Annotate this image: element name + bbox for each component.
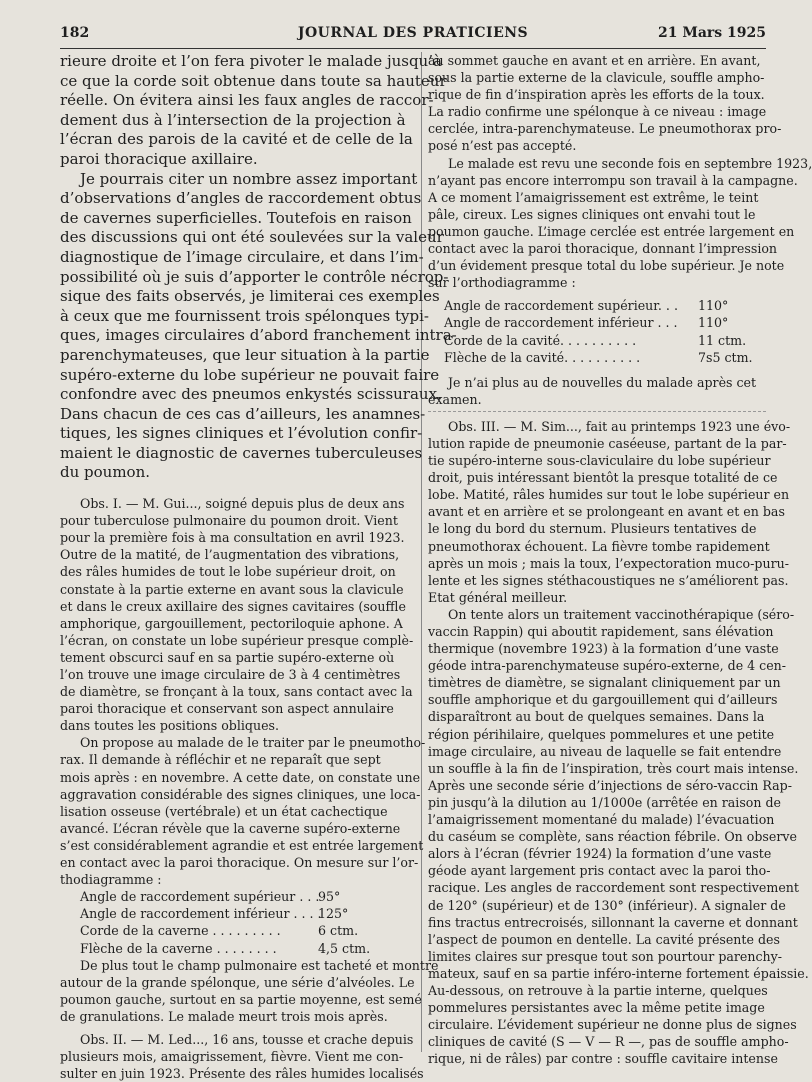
text-line: On propose au malade de le traiter par le pneumotho- xyxy=(80,735,426,751)
text-line: mois après : en novembre. A cette date, on constate une xyxy=(60,769,421,785)
text-line: l’écran, on constate un lobe supérieur presque complè- xyxy=(60,632,414,648)
measure-value: 4,5 ctm. xyxy=(318,940,371,956)
measure-value: 11 ctm. xyxy=(698,332,747,348)
text-line: amphorique, gargouillement, pectoriloquie aphone. A xyxy=(60,615,403,631)
text-line: poumon gauche. L’image cerclée est entrée largement en xyxy=(428,223,795,239)
text-line: géode intra-parenchymateuse supéro-externe, de 4 cen- xyxy=(428,658,787,674)
text-line: rieure droite et l’on fera pivoter le malade jusqu’à xyxy=(60,52,442,70)
text-line: pâle, cireux. Les signes cliniques ont envahi tout le xyxy=(428,206,756,222)
text-line: racique. Les angles de raccordement sont respectivement xyxy=(428,880,799,896)
text-line: maient le diagnostic de cavernes tuberculeuses xyxy=(60,443,423,462)
text-line: diagnostique de l’image circulaire, et dans l’im- xyxy=(60,247,424,266)
measure-value: 110° xyxy=(698,298,729,314)
text-line: paroi thoracique axillaire. xyxy=(60,149,258,168)
text-line: de cavernes superficielles. Toutefois en raison xyxy=(60,208,412,227)
text-line: pour la première fois à ma consultation en avril 1923. xyxy=(60,530,405,546)
text-line: dement dus à l’intersection de la projection à xyxy=(60,110,406,129)
text-line: lisation osseuse (vertébrale) et un état cachectique xyxy=(60,803,388,819)
right-column xyxy=(428,52,812,1067)
text-line: avancé. L’écran révèle que la caverne supéro-externe xyxy=(60,820,401,836)
text-line: On tente alors un traitement vaccinothérapique (séro- xyxy=(448,606,795,622)
text-line: avant et en arrière et se prolongeant en avant et en bas xyxy=(428,504,785,520)
measure-label: Angle de raccordement supérieur. . . xyxy=(444,298,678,314)
measure-label: Flèche de la caverne . . . . . . . . xyxy=(80,940,277,956)
text-line: sique des faits observés, je limiterai ces exemples xyxy=(60,287,440,306)
measure-value: 125° xyxy=(318,906,349,922)
text-line: l’écran des parois de la cavité et de celle de la xyxy=(60,130,413,149)
text-line: lution rapide de pneumonie caséeuse, partant de la par- xyxy=(428,435,787,451)
text-line: en contact avec la paroi thoracique. On mesure sur l’or- xyxy=(60,855,419,871)
measurements-table-1 xyxy=(60,888,414,956)
text-line: au sommet gauche en avant et en arrière. En avant, xyxy=(428,53,761,68)
text-line: n’ayant pas encore interrompu son travail à la campagne. xyxy=(428,172,798,188)
text-line: l’aspect de poumon en dentelle. La cavité présente des xyxy=(428,931,780,947)
text-line: fins tractus entrecroisés, sillonnant la caverne et donnant xyxy=(428,914,798,930)
text-line: thermique (novembre 1923) à la formation d’une vaste xyxy=(428,641,779,657)
text-line: ques, images circulaires d’abord franchement intra- xyxy=(60,326,457,345)
measure-label: Flèche de la cavité. . . . . . . . . . xyxy=(444,349,641,365)
text-line: de diamètre, se fronçant à la toux, sans contact avec la xyxy=(60,684,413,700)
text-line: examen. xyxy=(428,391,482,407)
observation-2-start xyxy=(60,1031,424,1082)
journal-title: JOURNAL DES PRATICIENS xyxy=(297,25,529,41)
text-line: alors à l’écran (février 1924) la formation d’une vaste xyxy=(428,846,772,862)
text-line: l’on trouve une image circulaire de 3 à 4 centimètres xyxy=(60,667,401,682)
table-row xyxy=(60,922,414,939)
text-line: Je pourrais citer un nombre assez important xyxy=(80,169,418,188)
text-line: Obs. I. — M. Gui..., soigné depuis plus de deux ans xyxy=(80,496,405,512)
text-line: posé n’est pas accepté. xyxy=(428,138,577,154)
text-line: un souffle à la fin de l’inspiration, très court mais intense. xyxy=(428,760,799,776)
text-line: aggravation considérable des signes cliniques, une loca- xyxy=(60,786,421,802)
text-line: Dans chacun de ces cas d’ailleurs, les anamnes- xyxy=(60,404,426,423)
text-line: possibilité où je suis d’apporter le contrôle nécrop- xyxy=(60,267,449,286)
running-header xyxy=(60,22,766,49)
table-row xyxy=(428,332,766,349)
text-line: La radio confirme une spélonque à ce niveau : image xyxy=(428,104,767,120)
text-line: Au-dessous, on retrouve à la partie interne, quelques xyxy=(428,982,768,998)
measure-value: 110° xyxy=(698,315,729,331)
text-line: rique, ni de râles) par contre : souffle cavitaire intense xyxy=(428,1051,778,1067)
text-line: Après une seconde série d’injections de séro-vaccin Rap- xyxy=(428,777,792,793)
text-line: Je n’ai plus au de nouvelles du malade après cet xyxy=(448,374,757,390)
text-line: De plus tout le champ pulmonaire est tacheté et montre xyxy=(80,957,439,973)
text-line: souffle amphorique et du gargouillement qui d’ailleurs xyxy=(428,692,778,708)
text-line: constate à la partie externe en avant sous la clavicule xyxy=(60,581,404,597)
text-line: géode ayant largement pris contact avec la paroi tho- xyxy=(428,863,771,879)
text-line: supéro-externe du lobe supérieur ne pouvait faire xyxy=(60,365,440,384)
column-divider xyxy=(421,52,422,1052)
text-line: mateux, sauf en sa partie inféro-interne fortement épaissie. xyxy=(428,965,809,981)
table-row xyxy=(428,314,766,331)
text-line: le long du bord du sternum. Plusieurs tentatives de xyxy=(428,521,757,537)
measurements-table-2 xyxy=(428,297,766,365)
text-line: pour tuberculose pulmonaire du poumon droit. Vient xyxy=(60,513,398,529)
text-line: contact avec la paroi thoracique, donnant l’impression xyxy=(428,241,778,257)
text-line: cerclée, intra-parenchymateuse. Le pneumothorax pro- xyxy=(428,121,782,137)
table-row xyxy=(60,888,414,905)
text-line: du poumon. xyxy=(60,463,151,482)
section-divider xyxy=(428,411,766,412)
text-line: pommelures persistantes avec la même petite image xyxy=(428,1000,765,1016)
text-line: de granulations. Le malade meurt trois mois après. xyxy=(60,1008,388,1024)
text-line: après un mois ; mais la toux, l’expectoration muco-puru- xyxy=(428,555,789,571)
measure-value: 6 ctm. xyxy=(318,923,359,939)
text-line: timètres de diamètre, se signalant cliniquement par un xyxy=(428,675,781,691)
text-line: à ceux que me fournissent trois spélonques typi- xyxy=(60,306,429,325)
text-line: l’amaigrissement momentané du malade) l’évacuation xyxy=(428,812,775,828)
text-line: rique de fin d’inspiration après les efforts de la toux. xyxy=(428,87,765,103)
text-line: Le malade est revu une seconde fois en septembre 1923, xyxy=(448,155,812,171)
text-line: paroi thoracique et conservant son aspect annulaire xyxy=(60,701,394,717)
text-line: plusieurs mois, amaigrissement, fièvre. Vient me con- xyxy=(60,1049,404,1065)
measure-label: Corde de la caverne . . . . . . . . . xyxy=(80,923,281,939)
text-line: lente et les signes stéthacoustiques ne s’améliorent pas. xyxy=(428,572,789,588)
text-line: circulaire. L’évidement supérieur ne donne plus de signes xyxy=(428,1017,797,1033)
text-line: parenchymateuses, que leur situation à la partie xyxy=(60,345,430,364)
text-line: pin jusqu’à la dilution au 1/1000e (arrêtée en raison de xyxy=(428,794,781,810)
text-line: confondre avec des pneumos enkystés scissuraux. xyxy=(60,385,442,404)
text-line: région périhilaire, quelques pommelures et une petite xyxy=(428,726,775,742)
text-line: cliniques de cavité (S — V — R —, pas de souffle ampho- xyxy=(428,1034,789,1050)
observation-1 xyxy=(60,495,426,888)
text-line: lobe. Matité, râles humides sur tout le lobe supérieur en xyxy=(428,487,790,503)
text-line: sulter en juin 1923. Présente des râles humides localisés xyxy=(60,1066,424,1082)
text-line: thodiagramme : xyxy=(60,872,162,888)
issue-date: 21 Mars 1925 xyxy=(657,25,766,41)
text-line: dans toutes les positions obliques. xyxy=(60,718,280,734)
text-line: s’est considérablement agrandie et est entrée largement xyxy=(60,837,424,853)
text-line: Obs. II. — M. Led..., 16 ans, tousse et crache depuis xyxy=(80,1031,414,1047)
observation-1-conclusion xyxy=(60,957,439,1025)
text-line: A ce moment l’amaigrissement est extrême, le teint xyxy=(428,189,759,205)
measure-label: Corde de la cavité. . . . . . . . . . xyxy=(444,332,637,348)
text-line: droit, puis intéressant bientôt la presque totalité de ce xyxy=(428,470,778,486)
table-row xyxy=(60,905,414,922)
text-line: du caséum se complète, sans réaction fébrile. On observe xyxy=(428,829,797,845)
text-line: disparaîtront au bout de quelques semaines. Dans la xyxy=(428,709,765,725)
measure-label: Angle de raccordement inférieur . . . . xyxy=(80,906,322,922)
observation-2-conclusion xyxy=(428,374,766,408)
table-row xyxy=(428,349,766,366)
text-line: Obs. III. — M. Sim..., fait au printemps 1923 une évo- xyxy=(448,418,791,434)
text-line: sous la partie externe de la clavicule, souffle ampho- xyxy=(428,70,765,86)
observation-3 xyxy=(428,418,809,1068)
page-number: 182 xyxy=(60,25,90,41)
text-line: pneumothorax échouent. La fièvre tombe rapidement xyxy=(428,538,770,554)
measure-value: 95° xyxy=(318,889,341,905)
text-line: image circulaire, au niveau de laquelle se fait entendre xyxy=(428,743,782,759)
text-line: tement obscurci sauf en sa partie supéro-externe où xyxy=(60,649,395,665)
text-line: Outre de la matité, de l’augmentation des vibrations, xyxy=(60,547,400,563)
text-line: d’un évidement presque total du lobe supérieur. Je note xyxy=(428,258,785,274)
text-line: des discussions qui ont été soulevées sur la valeur xyxy=(60,228,444,247)
text-line: ce que la corde soit obtenue dans toute sa hauteur xyxy=(60,71,447,90)
text-line: tie supéro-interne sous-claviculaire du lobe supérieur xyxy=(428,453,771,469)
text-line: autour de la grande spélonque, une série d’alvéoles. Le xyxy=(60,974,415,990)
table-row xyxy=(428,297,766,314)
text-line: réelle. On évitera ainsi les faux angles de raccor- xyxy=(60,91,434,110)
text-line: Etat général meilleur. xyxy=(428,589,568,605)
text-line: sur l’orthodiagramme : xyxy=(428,275,576,291)
text-line: de 120° (supérieur) et de 130° (inférieur). A signaler de xyxy=(428,897,786,913)
measure-label: Angle de raccordement inférieur . . . xyxy=(444,315,678,331)
text-line: tiques, les signes cliniques et l’évolution confir- xyxy=(60,424,423,443)
text-line: des râles humides de tout le lobe supérieur droit, on xyxy=(60,564,396,580)
text-line: d’observations d’angles de raccordement obtus xyxy=(60,189,422,208)
text-line: et dans le creux axillaire des signes cavitaires (souffle xyxy=(60,598,406,614)
observation-2-continued xyxy=(428,52,812,291)
text-line: limites claires sur presque tout son pourtour parenchy- xyxy=(428,948,783,964)
measure-label: Angle de raccordement supérieur . . . xyxy=(80,889,320,905)
table-row xyxy=(60,940,414,957)
measure-value: 7s5 ctm. xyxy=(698,349,753,365)
text-line: rax. Il demande à réfléchir et ne reparaît que sept xyxy=(60,752,381,768)
text-line: vaccin Rappin) qui aboutit rapidement, sans élévation xyxy=(428,624,774,639)
text-line: poumon gauche, surtout en sa partie moyenne, est semé xyxy=(60,991,422,1007)
